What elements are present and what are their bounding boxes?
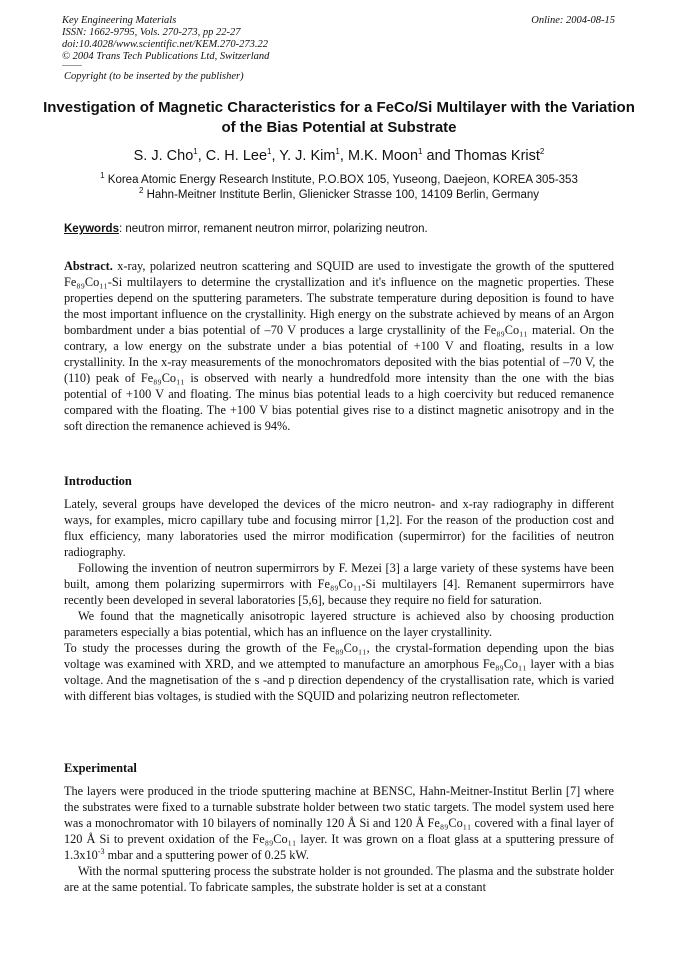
doi: doi:10.4028/www.scientific.net/KEM.270-273.22 [62, 39, 268, 50]
affiliation-2: $^2$ Hahn-Meitner Institute Berlin, Glienicker Strasse 100, 14109 Berlin, Germany [138, 186, 540, 201]
abstract-label: Abstract. [64, 259, 113, 273]
paragraph: With the normal sputtering process the substrate holder is not grounded. The plasma and the substrate holder are at the same potential. To fabricate samples, the substrate holder is set at a constant [64, 864, 614, 894]
abstract [64, 258, 614, 434]
keywords-label: Keywords [64, 223, 119, 235]
online-date: Online: 2004-08-15 [531, 15, 615, 26]
author: S. J. Cho$^1$ [133, 147, 198, 164]
paragraph: The layers were produced in the triode sputtering machine at BENSC, Hahn-Meitner-Institut Berlin [7] where the substrates were fixed to a turnable substrate holder between two static targets. The model system used here was a monochromator with 10 bilayers of nominally 120 Å Si and 120 Å Fe₈₉Co₁₁ covered with a final layer of 120 Å Si to prevent oxidation of the Fe₈₉Co₁₁ layer. It was grown on a float glass at a sputtering pressure of $1.3x10^{-3}$ mbar and a sputtering power of 0.25 kW. [64, 784, 614, 862]
paper-title: Investigation of Magnetic Characteristics for a FeCo/Si Multilayer with the Variation of the Bias Potential at Substrate [43, 99, 635, 136]
author-list: S. J. Cho$^1$, C. H. Lee$^1$, Y. J. Kim$^1$, M.K. Moon$^1$ and Thomas Krist$^2$ [133, 147, 545, 164]
section-heading-introduction: Introduction [64, 474, 132, 488]
affiliation-1: $^1$ Korea Atomic Energy Research Institute, P.O.BOX 105, Yuseong, Daejeon, KOREA 305-353 [100, 171, 578, 186]
paragraph: We found that the magnetically anisotropic layered structure is achieved also by choosing production parameters especially a bias potential, which has an influence on the layer crystallinity. [64, 609, 614, 639]
section-heading-experimental: Experimental [64, 761, 137, 775]
paragraph: To study the processes during the growth of the Fe₈₉Co₁₁, the crystal-formation depending upon the bias voltage was examined with XRD, and we attempted to manufacture an amorphous Fe₈₉Co₁₁ layer with a bias voltage. And the magnetisation of the s -and p direction dependency of the crystallisation rate, which is varied with different bias voltages, is studied with the SQUID and polarizing neutron reflectometer. [64, 641, 614, 703]
journal-name: Key Engineering Materials [62, 15, 177, 26]
introduction-body [64, 496, 614, 704]
abstract-text: x-ray, polarized neutron scattering and SQUID are used to investigate the growth of the sputtered Fe₈₉Co₁₁-Si multilayers to determine the crystallization and it's influence on the magnetic properties. These properties depend on the sputtering parameters. The substrate temperature during deposition is found to have the most important influence on the crystallinity. High energy on the substrate achieved by means of an Argon bombardment under a bias potential of –70 V produces a large crystallinity of the Fe₈₉Co₁₁ material. On the contrary, a low energy on the substrate under a bias potential of +100 V and floating, results in a low crystallinity. In the x-ray measurements of the monochromators deposited with the bias potential of –70 V, the (110) peak of Fe₈₉Co₁₁ is observed with nearly a hundredfold more intensity than the one with the bias potential of +100 V and floating. The minus bias potential leads to a high coercivity but reduced remanence compared with the floating. The +100 V bias potential gives rise to a distinct magnetic anisotropy and in the soft direction the remanence achieved is 94%. [64, 259, 614, 433]
author: Thomas Krist$^2$ [454, 147, 545, 164]
paragraph: Lately, several groups have developed the devices of the micro neutron- and x-ray radiography in different ways, for examples, micro capillary tube and focusing mirror [1,2]. For the reason of the production cost and flux efficiency, many laboratories used the mirror modification (supermirror) for the facilities of neutron radiography. [64, 497, 614, 559]
author: Y. J. Kim$^1$ [279, 147, 340, 164]
experimental-body [64, 783, 614, 895]
author: M.K. Moon$^1$ [347, 147, 423, 164]
publisher: © 2004 Trans Tech Publications Ltd, Switzerland [62, 51, 270, 62]
issn: ISSN: 1662-9795, Vols. 270-273, pp 22-27 [62, 27, 241, 38]
header-divider [62, 65, 82, 66]
keywords: Keywords: neutron mirror, remanent neutron mirror, polarizing neutron. [64, 223, 428, 235]
journal-header [62, 15, 269, 63]
copyright-note: Copyright (to be inserted by the publisher) [64, 71, 244, 82]
paragraph: Following the invention of neutron supermirrors by F. Mezei [3] a large variety of these systems have been built, among them polarizing supermirrors with Fe₈₉Co₁₁-Si multilayers [4]. Remanent supermirrors have recently been developed in several laboratories [5,6], because they require no field for saturation. [64, 561, 614, 607]
author: C. H. Lee$^1$ [205, 147, 272, 164]
